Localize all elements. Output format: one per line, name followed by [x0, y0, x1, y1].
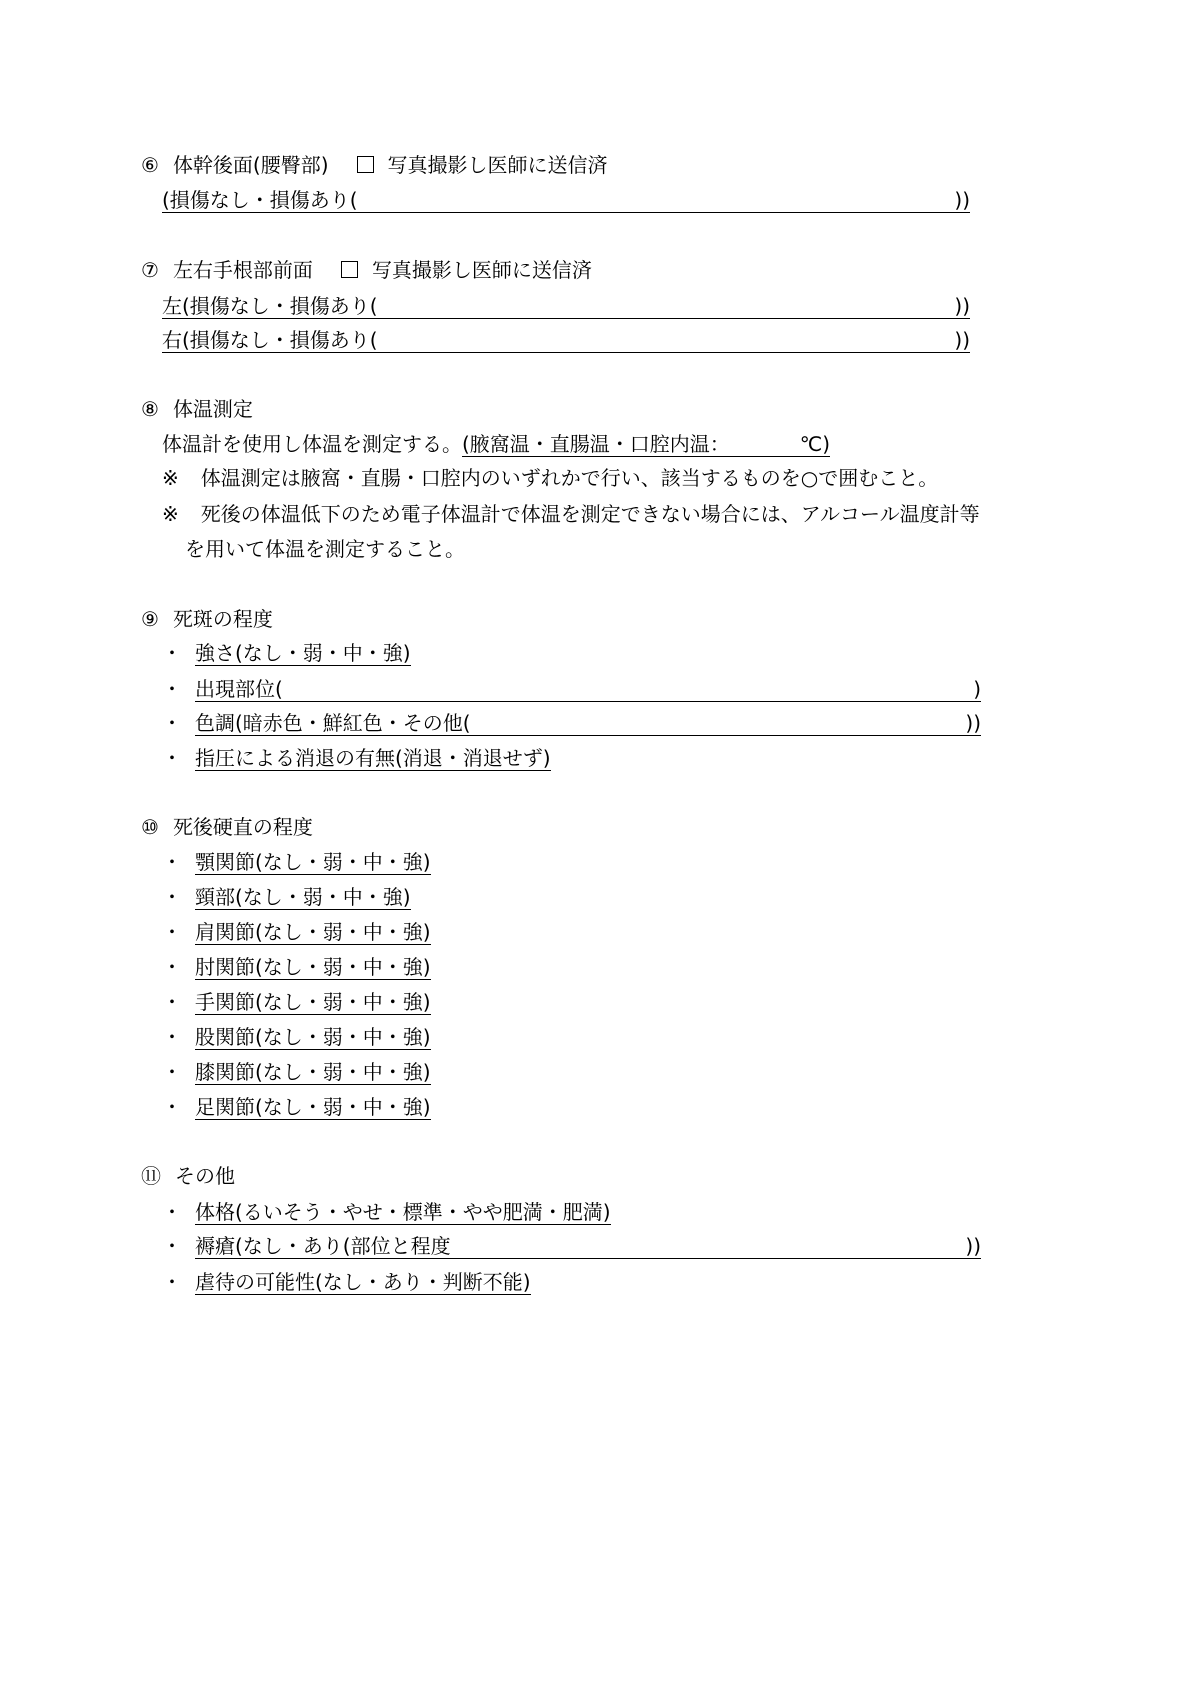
- field-label: 色調(暗赤色・鮮紅色・その他(: [195, 711, 471, 735]
- rigor-shoulder-field[interactable]: 肩関節(なし・弱・中・強): [195, 920, 431, 944]
- section-title: 体幹後面(腰臀部): [172, 153, 329, 177]
- field-close: )): [965, 711, 981, 735]
- section-8-heading: [141, 397, 253, 421]
- bullet: ・: [162, 990, 182, 1014]
- section-10-heading: [141, 815, 313, 839]
- field-label: 出現部位(: [195, 677, 283, 701]
- injury-field-left-wrist[interactable]: [162, 294, 970, 319]
- bullet: ・: [162, 920, 182, 944]
- temperature-field[interactable]: (腋窩温・直腸温・口腔内温： ℃): [462, 432, 831, 456]
- section-7-heading: [141, 258, 592, 282]
- field-close: ): [973, 677, 981, 701]
- field-close: )): [954, 328, 970, 352]
- field-close: )): [965, 1234, 981, 1258]
- note-2: [162, 502, 980, 526]
- note-1: [162, 466, 938, 490]
- bullet: ・: [162, 641, 182, 665]
- pressure-ulcer-field[interactable]: [195, 1234, 981, 1259]
- bullet: ・: [162, 1095, 182, 1119]
- photo-sent-checkbox[interactable]: [357, 156, 374, 173]
- note-text: 死後の体温低下のため電子体温計で体温を測定できない場合には、アルコール温度計等: [200, 502, 980, 526]
- field-label: 左(損傷なし・損傷あり(: [162, 294, 378, 318]
- field-close: )): [954, 294, 970, 318]
- abuse-possibility-field[interactable]: 虐待の可能性(なし・あり・判断不能): [195, 1270, 531, 1294]
- rigor-knee-field[interactable]: 膝関節(なし・弱・中・強): [195, 1060, 431, 1084]
- section-number: ⑩: [141, 815, 159, 839]
- rigor-jaw-field[interactable]: 顎関節(なし・弱・中・強): [195, 850, 431, 874]
- photo-sent-checkbox[interactable]: [341, 261, 358, 278]
- section-number: ⑨: [141, 607, 159, 631]
- temperature-instruction: [162, 432, 830, 456]
- bullet: ・: [162, 1200, 182, 1224]
- bullet: ・: [162, 955, 182, 979]
- section-number: ⑪: [141, 1164, 161, 1188]
- bullet: ・: [162, 746, 182, 770]
- bullet: ・: [162, 1060, 182, 1084]
- section-11-heading: [141, 1164, 235, 1188]
- note-mark: ※: [162, 466, 179, 490]
- lividity-location-field[interactable]: [195, 677, 981, 702]
- rigor-elbow-field[interactable]: 肘関節(なし・弱・中・強): [195, 955, 431, 979]
- rigor-ankle-field[interactable]: 足関節(なし・弱・中・強): [195, 1095, 431, 1119]
- note-text: 体温測定は腋窩・直腸・口腔内のいずれかで行い、該当するものを○で囲むこと。: [200, 466, 939, 490]
- section-title: その他: [175, 1164, 235, 1188]
- bullet: ・: [162, 850, 182, 874]
- checkbox-label: 写真撮影し医師に送信済: [387, 153, 608, 177]
- lividity-intensity-field[interactable]: 強さ(なし・弱・中・強): [195, 641, 411, 665]
- section-title: 死後硬直の程度: [172, 815, 313, 839]
- injury-field-trunk-back[interactable]: [162, 188, 970, 213]
- field-close: )): [954, 188, 970, 212]
- section-number: ⑥: [141, 153, 159, 177]
- instruction-text: 体温計を使用し体温を測定する。: [162, 432, 462, 456]
- bullet: ・: [162, 1025, 182, 1049]
- lividity-blanching-field[interactable]: 指圧による消退の有無(消退・消退せず): [195, 746, 551, 770]
- bullet: ・: [162, 677, 182, 701]
- lividity-color-field[interactable]: [195, 711, 981, 736]
- field-label: 褥瘡(なし・あり(部位と程度: [195, 1234, 451, 1258]
- section-title: 体温測定: [172, 397, 253, 421]
- section-9-heading: [141, 607, 273, 631]
- rigor-neck-field[interactable]: 頸部(なし・弱・中・強): [195, 885, 411, 909]
- bullet: ・: [162, 711, 182, 735]
- field-label: 右(損傷なし・損傷あり(: [162, 328, 378, 352]
- note-mark: ※: [162, 502, 179, 526]
- section-title: 死斑の程度: [172, 607, 273, 631]
- section-number: ⑦: [141, 258, 159, 282]
- bullet: ・: [162, 1234, 182, 1258]
- bullet: ・: [162, 885, 182, 909]
- section-6-heading: [141, 153, 608, 177]
- note-2-continued: を用いて体温を測定すること。: [185, 537, 465, 561]
- bullet: ・: [162, 1270, 182, 1294]
- field-label: (損傷なし・損傷あり(: [162, 188, 358, 212]
- rigor-wrist-field[interactable]: 手関節(なし・弱・中・強): [195, 990, 431, 1014]
- section-number: ⑧: [141, 397, 159, 421]
- rigor-hip-field[interactable]: 股関節(なし・弱・中・強): [195, 1025, 431, 1049]
- physique-field[interactable]: 体格(るいそう・やせ・標準・やや肥満・肥満): [195, 1200, 611, 1224]
- checkbox-label: 写真撮影し医師に送信済: [371, 258, 592, 282]
- injury-field-right-wrist[interactable]: [162, 328, 970, 353]
- section-title: 左右手根部前面: [172, 258, 313, 282]
